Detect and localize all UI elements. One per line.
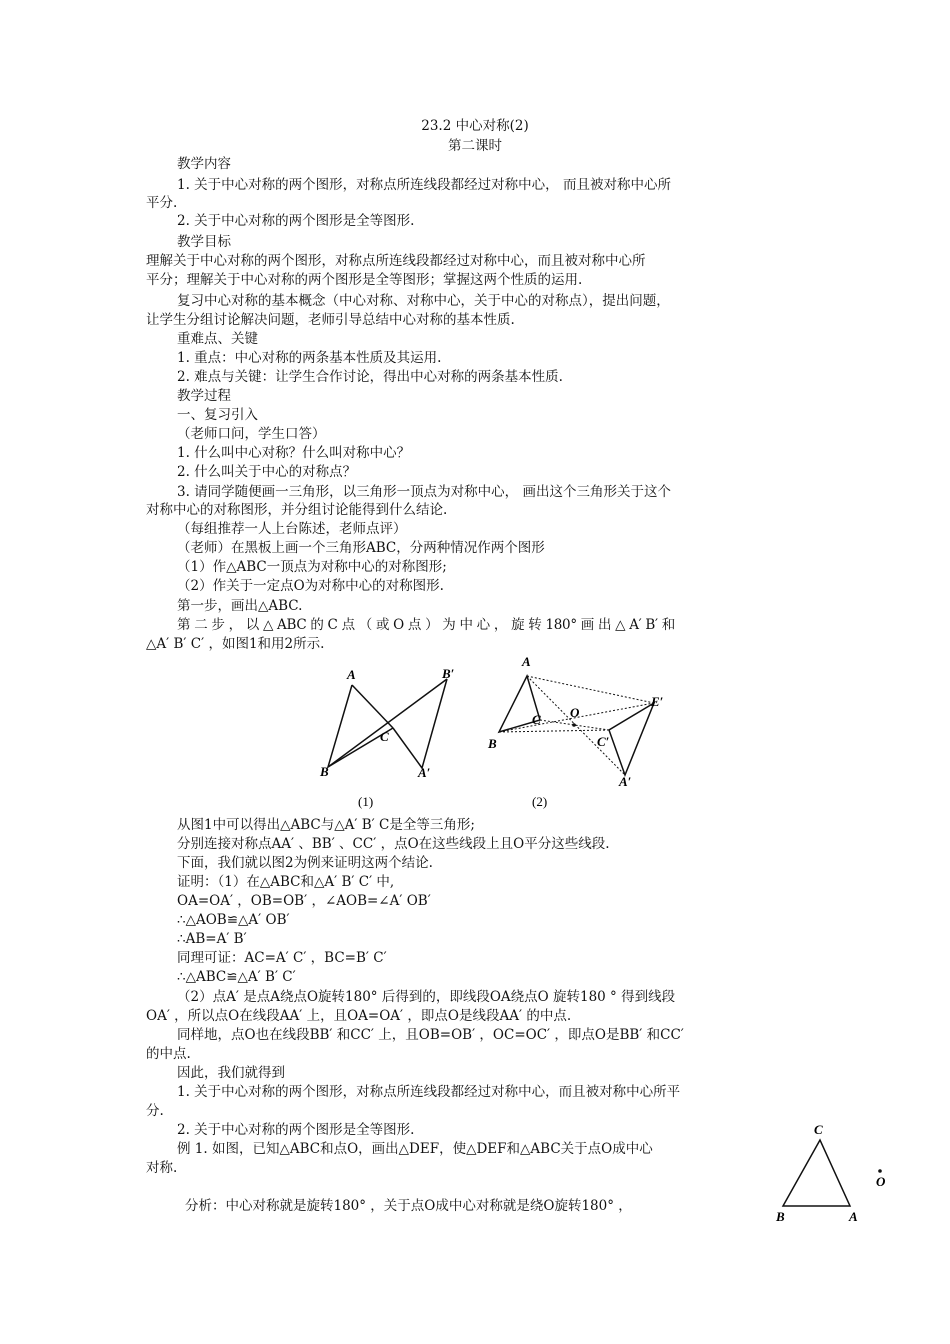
text-line: 2. 关于中心对称的两个图形是全等图形.	[177, 1122, 415, 1138]
text-line: （2）点A′ 是点A绕点O旋转180° 后得到的，即线段OA绕点O 旋转180 ° 得到线段	[177, 989, 676, 1005]
text-line: （1）作△ABC一顶点为对称中心的对称图形;	[177, 559, 447, 575]
text-line: 3. 请同学随便画一三角形，以三角形一顶点为对称中心， 画出这个三角形关于这个	[177, 484, 671, 500]
fig1-caption: (1)	[358, 794, 374, 809]
fig1-triangle-right	[393, 679, 447, 768]
fig2-label-c: C	[532, 712, 541, 727]
text-line: 2. 难点与关键：让学生合作讨论，得出中心对称的两条基本性质.	[177, 369, 563, 385]
fig2-label-b: B	[488, 736, 497, 751]
heading-key-points: 重难点、关键	[177, 331, 258, 347]
text-line: 复习中心对称的基本概念（中心对称、对称中心，关于中心的对称点），提出问题，	[177, 293, 670, 309]
text-line: （老师）在黑板上画一个三角形ABC，分两种情况作两个图形	[177, 540, 545, 556]
fig3-point-o	[878, 1169, 882, 1173]
text-line: △A′ B′ C′ ，如图1和用2所示.	[146, 636, 325, 652]
fig1-label-b: B	[320, 764, 329, 779]
text-line: 同样地，点O也在线段BB′ 和CC′ 上，且OB=OB′ ，OC=OC′ ，即点O是BB′ 和CC′	[177, 1027, 684, 1043]
text-line: 1. 什么叫中心对称？什么叫对称中心？	[177, 445, 411, 461]
text-line: 因此，我们就得到	[177, 1065, 285, 1081]
fig3-label-o: O	[876, 1174, 886, 1189]
text-line: 证明：（1）在△ABC和△A′ B′ C′ 中,	[177, 874, 395, 890]
fig3-label-b: B	[776, 1209, 785, 1224]
fig3-triangle-abc	[783, 1140, 850, 1206]
text-line: 分.	[146, 1103, 164, 1119]
fig1-label-b-prime: B′	[442, 666, 455, 681]
fig2-triangle-prime	[609, 703, 654, 775]
text-line: 让学生分组讨论解决问题，老师引导总结中心对称的基本性质.	[146, 312, 515, 328]
text-line: 平分.	[146, 195, 178, 211]
figure-2	[485, 650, 675, 810]
text-line: 分别连接对称点AA′ 、BB′ 、CC′ ，点O在这些线段上且O平分这些线段.	[177, 836, 610, 852]
fig2-label-a-prime: A′	[619, 774, 632, 789]
text-line: 理解关于中心对称的两个图形，对称点所连线段都经过对称中心，而且被对称中心所	[146, 253, 646, 269]
fig1-label-c: C	[380, 729, 389, 744]
text-line: （每组推荐一人上台陈述，老师点评）	[177, 521, 407, 537]
fig3-label-c: C	[814, 1122, 823, 1137]
fig3-label-a: A	[849, 1209, 858, 1224]
fig2-center-point	[572, 723, 576, 727]
fig2-label-e-prime: E′	[651, 694, 664, 709]
fig1-label-a-prime: A′	[418, 765, 431, 780]
fig2-dotted-line	[527, 676, 654, 703]
figure-3	[770, 1120, 900, 1230]
text-line: OA=OA′ ，OB=OB′ ，∠AOB=∠A′ OB′	[177, 893, 431, 909]
text-line: 平分；理解关于中心对称的两个图形是全等图形；掌握这两个性质的运用.	[146, 272, 583, 288]
text-line: 对称.	[146, 1160, 178, 1176]
text-line: 2. 关于中心对称的两个图形是全等图形.	[177, 213, 415, 229]
text-line: 对称中心的对称图形，并分组讨论能得到什么结论.	[146, 502, 448, 518]
fig1-segment	[328, 679, 447, 767]
text-line: 同理可证：AC=A′ C′ ，BC=B′ C′	[177, 950, 387, 966]
text-line: 1. 重点：中心对称的两条基本性质及其运用.	[177, 350, 442, 366]
figure-1	[320, 660, 470, 810]
text-line: （2）作关于一定点O为对称中心的对称图形.	[177, 578, 444, 594]
heading-content: 教学内容	[177, 156, 231, 172]
text-line: 从图1中可以得出△ABC与△A′ B′ C是全等三角形;	[177, 817, 475, 833]
fig2-dotted-line	[499, 730, 609, 732]
text-line: ∴△AOB≌△A′ OB′	[177, 912, 290, 928]
page-subtitle: 第二课时	[448, 138, 502, 154]
text-line: 分析：中心对称就是旋转180° ，关于点O成中心对称就是绕O旋转180° ，	[185, 1198, 632, 1214]
text-line: ∴AB=A′ B′	[177, 931, 247, 947]
fig1-label-a: A	[347, 667, 356, 682]
text-line: OA′ ，所以点O在线段AA′ 上，且OA=OA′ ，即点O是线段AA′ 的中点.	[146, 1008, 572, 1024]
heading-goals: 教学目标	[177, 234, 231, 250]
text-line: 一、复习引入	[177, 407, 258, 423]
page-title: 23.2 中心对称(2)	[421, 118, 529, 134]
fig2-label-a: A	[522, 654, 531, 669]
text-line: 第 二 步 ， 以 △ ABC 的 C 点 （ 或 O 点 ） 为 中 心 ， 旋 转 180° 画 出 △ A′ B′ 和	[177, 617, 675, 633]
text-line: 第一步，画出△ABC.	[177, 598, 303, 614]
fig2-label-o: O	[570, 705, 580, 720]
text-line: 下面，我们就以图2为例来证明这两个结论.	[177, 855, 433, 871]
text-line: 的中点.	[146, 1046, 191, 1062]
fig2-label-c-prime: C′	[597, 734, 610, 749]
fig1-segment	[352, 685, 393, 728]
text-line: 2. 什么叫关于中心的对称点？	[177, 464, 357, 480]
heading-process: 教学过程	[177, 388, 231, 404]
fig2-caption: (2)	[532, 794, 548, 809]
text-line: 1. 关于中心对称的两个图形，对称点所连线段都经过对称中心，而且被对称中心所平	[177, 1084, 681, 1100]
text-line: ∴△ABC≌△A′ B′ C′	[177, 969, 296, 985]
text-line: 例 1. 如图，已知△ABC和点O，画出△DEF，使△DEF和△ABC关于点O成中心	[177, 1141, 653, 1157]
text-line: 1. 关于中心对称的两个图形，对称点所连线段都经过对称中心， 而且被对称中心所	[177, 177, 671, 193]
text-line: （老师口问，学生口答）	[177, 426, 326, 442]
